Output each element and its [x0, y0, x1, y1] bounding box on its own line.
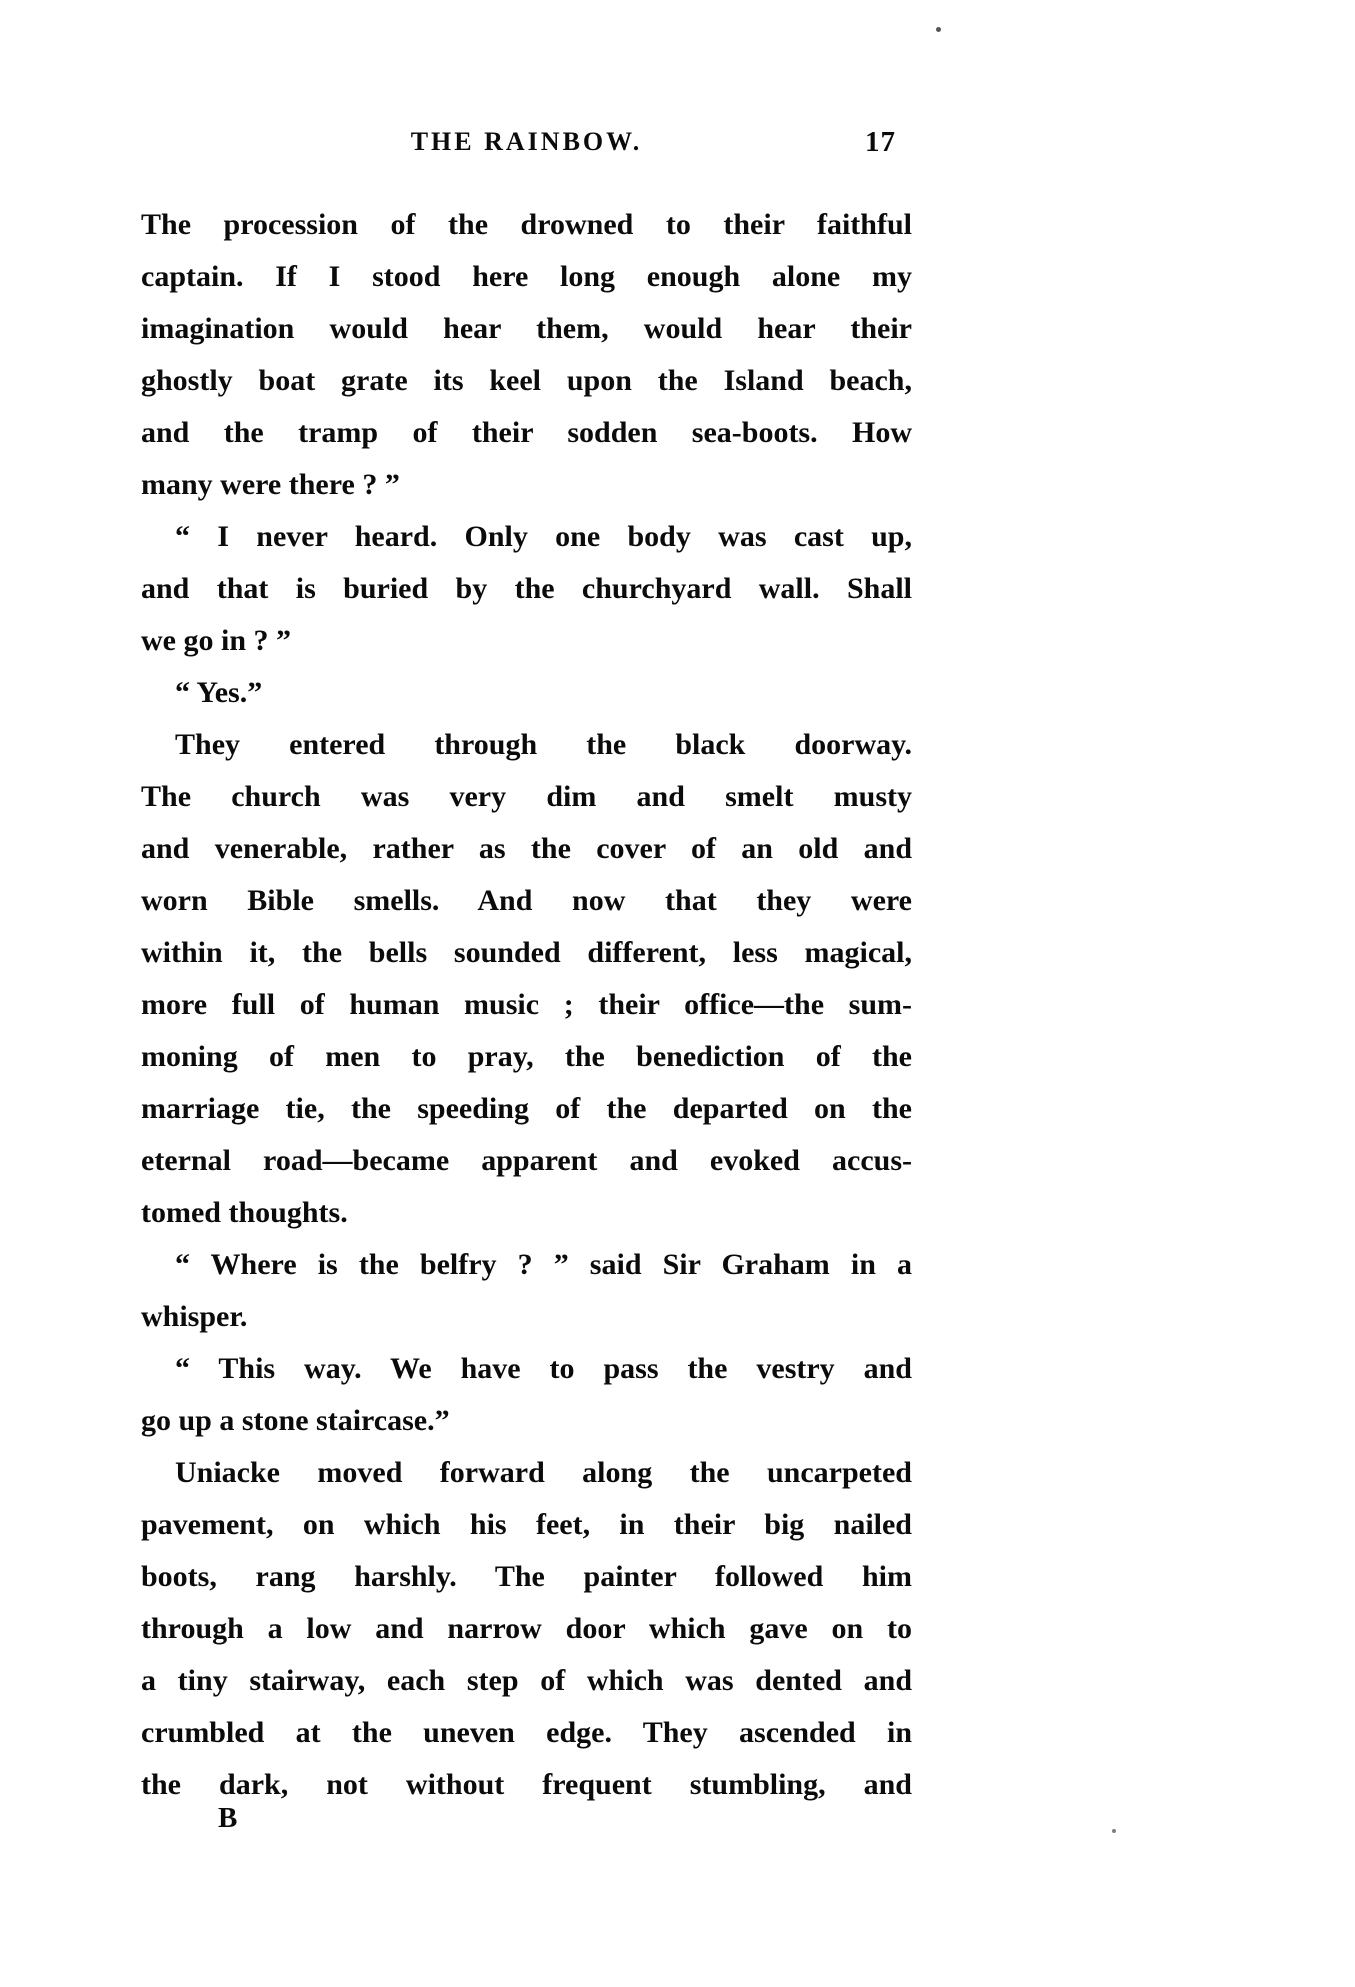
text-line: captain. If I stood here long enough alone my	[141, 260, 912, 293]
text-line: through a low and narrow door which gave on to	[141, 1612, 912, 1645]
text-line: the dark, not without frequent stumbling, and	[141, 1768, 912, 1801]
text-line: They entered through the black doorway.	[175, 728, 912, 761]
text-line: marriage tie, the speeding of the departed on the	[141, 1092, 912, 1125]
text-line: “ Where is the belfry ? ” said Sir Graham in a	[175, 1248, 912, 1281]
text-line: tomed thoughts.	[141, 1196, 348, 1229]
text-line: “ I never heard. Only one body was cast up,	[175, 520, 912, 553]
signature-mark: B	[218, 1802, 238, 1834]
text-line: we go in ? ”	[141, 624, 291, 657]
text-line: within it, the bells sounded different, less magical,	[141, 936, 912, 969]
body-text	[141, 199, 912, 1811]
text-line: “ Yes.”	[175, 676, 263, 709]
text-line: moning of men to pray, the benediction of the	[141, 1040, 912, 1073]
text-line: many were there ? ”	[141, 468, 400, 501]
text-line: Uniacke moved forward along the uncarpeted	[175, 1456, 912, 1489]
text-line: whisper.	[141, 1300, 248, 1333]
text-line: imagination would hear them, would hear their	[141, 312, 912, 345]
text-line: and the tramp of their sodden sea-boots. How	[141, 416, 912, 449]
running-header	[141, 124, 912, 160]
text-line: more full of human music ; their office—the sum-	[141, 988, 912, 1021]
text-line: and that is buried by the churchyard wall. Shall	[141, 572, 912, 605]
page-number: 17	[865, 126, 896, 158]
page-title: THE RAINBOW.	[410, 127, 643, 156]
text-line: go up a stone staircase.”	[141, 1404, 450, 1437]
text-line: boots, rang harshly. The painter followed him	[141, 1560, 912, 1593]
text-line: The church was very dim and smelt musty	[141, 780, 912, 813]
text-line: eternal road—became apparent and evoked accus-	[141, 1144, 912, 1177]
text-line: crumbled at the uneven edge. They ascended in	[141, 1716, 912, 1749]
scan-speck	[936, 27, 941, 32]
text-line: and venerable, rather as the cover of an old and	[141, 832, 912, 865]
scan-speck	[1112, 1829, 1116, 1833]
text-line: The procession of the drowned to their faithful	[141, 208, 912, 241]
text-line: ghostly boat grate its keel upon the Island beach,	[141, 364, 912, 397]
text-line: pavement, on which his feet, in their big nailed	[141, 1508, 912, 1541]
text-line: worn Bible smells. And now that they were	[141, 884, 912, 917]
text-line: “ This way. We have to pass the vestry and	[175, 1352, 912, 1385]
text-line: a tiny stairway, each step of which was dented and	[141, 1664, 912, 1697]
